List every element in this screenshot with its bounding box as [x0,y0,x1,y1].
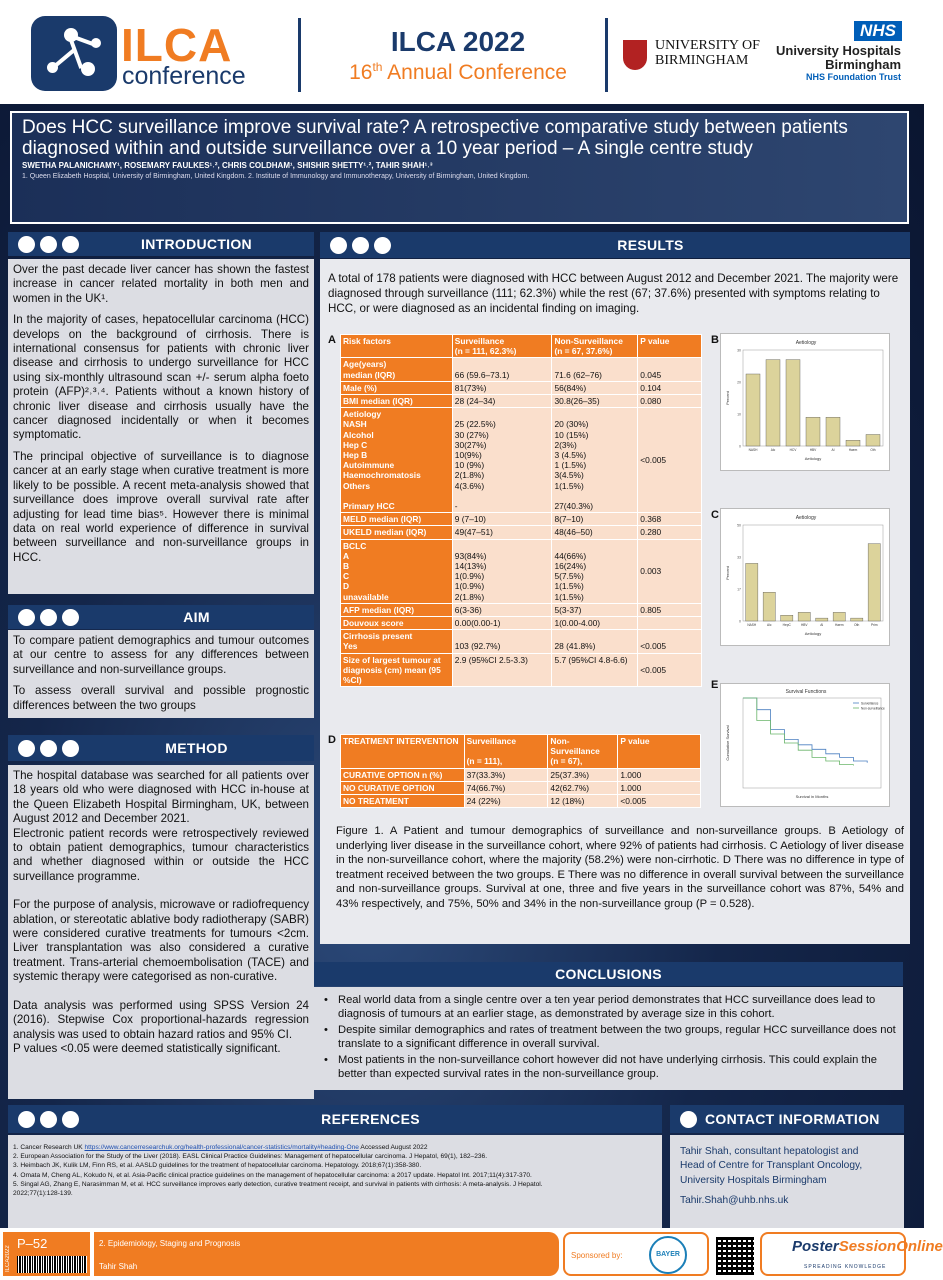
demographics-table-cell: 30.8(26–35) [552,395,638,408]
demographics-table-row [341,513,702,526]
poster-title: Does HCC surveillance improve survival rate? A retrospective comparative study between patients diagnosed within and outside surveillance over a 10 year period – A single centre study [22,117,848,159]
demographics-table-cell: 2.9 (95%CI 2.5-3.3) [452,653,552,687]
university-name-line1: UNIVERSITY OF [655,38,760,53]
y-tick-label: 0 [739,444,741,449]
nhs-trust-line1: University Hospitals [776,43,901,58]
poster-footer [0,1228,943,1280]
x-tick-label: Prim [870,623,878,627]
x-tick-label: Alc [767,623,772,627]
x-tick-label: HBV [800,623,808,627]
demographics-table-cell: <0.005 [638,630,702,653]
chart-title: Aetiology [795,340,817,346]
sponsor-label: Sponsored by: [571,1251,623,1260]
method-paragraph: Electronic patient records were retrospectively reviewed to obtain patient demographics, tumour characteristics and whether diagnosed within or outside the HCC surveillance programme. [13,826,309,883]
x-axis-label: Aetiology [804,631,822,636]
demographics-table-cell: 0.104 [638,381,702,394]
demographics-table-cell: 66 (59.6–73.1) [452,358,552,381]
demographics-table-cell: UKELD median (IQR) [341,526,453,539]
bar [816,618,828,621]
demographics-table-cell: 0.045 [638,358,702,381]
treatment-table-cell: CURATIVE OPTION n (%) [341,768,465,781]
reference-item: 5. Singal AG, Zhang E, Narasimman M, et al. HCC surveillance improves early detection, curative treatment receipt, and survival in patients with cirrhosis: A meta-analysis. J Hepatol. [13,1180,543,1188]
sponsor-box [563,1232,709,1276]
demographics-table-row [341,395,702,408]
figure-label-d: D [328,734,336,746]
x-tick-label: HBV [809,448,817,452]
bar [746,563,758,621]
conclusions-header: CONCLUSIONS [314,962,903,986]
intro-paragraph: The principal objective of surveillance is to diagnose cancer at an early stage when curative treatment is more likely to be possible. A recent meta-analysis showed that surveillance does improve overall survival rate after adjusting for lead time bias⁵. However there is minimal data on real world experience of difference in survival between surveillance and non-surveillance groups in HCC. [13,449,309,564]
reference-item: 4. Omata M, Cheng AL, Kokudo N, et al. Asia-Pacific clinical practice guidelines on the management of hepatocellular carcinoma: a 2017 update. Hepatol Int. 2017;11(4):317-370. [13,1171,532,1179]
poster-topic: 2. Epidemiology, Staging and Prognosis [99,1239,241,1248]
demographics-table-row [341,653,702,687]
introduction-header: INTRODUCTION [8,232,314,256]
y-tick-label: 0 [739,619,741,624]
nhs-trust-line2: Birmingham [825,57,901,72]
treatment-table-header-row [341,735,701,769]
y-tick-label: 10 [737,412,741,417]
x-tick-label: AI [831,448,835,452]
demographics-table-cell: 0.080 [638,395,702,408]
treatment-table-row [341,795,701,808]
references-header: REFERENCES [8,1105,662,1133]
conclusion-item: • Most patients in the non-surveillance cohort however did not have underlying cirrhosis. This could explain the better than expected survival rates in the non-surveillance group. [322,1053,897,1082]
method-paragraph: Data analysis was performed using SPSS Version 24 (2016). Stepwise Cox proportional-hazards regression analysis was used to obtain hazard ratios and 95% CI. [13,998,309,1041]
university-crest-icon [623,40,647,70]
figure-label-c: C [711,509,719,521]
bar [851,618,863,621]
bar [763,592,775,621]
figure-caption: Figure 1. A Patient and tumour demographics of surveillance and non-surveillance groups. B Aetiology of underlying liver disease in the surveillance cohort, where 92% of patients had cirrhosis. C Aetiology of liver disease in the non-surveillance cohort, where the majority (58.2%) were non-cirrhotic. D There was no difference in type of treatment received between the two groups. E There was no difference in overall survival between the surveillance and non-surveillance groups. Survival at one, three and five years in the surveillance cohort was 87%, 54% and 43% respectively, and 75%, 50% and 34% in the non-surveillance group (P = 0.528). [336,825,905,910]
treatment-table-cell: <0.005 [618,795,701,808]
bar [868,544,880,621]
nhs-logo: NHS [854,21,902,41]
university-name-line2: BIRMINGHAM [655,53,749,68]
references-panel [8,1135,662,1228]
method-header: METHOD [8,735,314,761]
demographics-table-cell: 81(73%) [452,381,552,394]
presenter-name: Tahir Shah [99,1262,138,1271]
x-tick-label: Haem [834,623,844,627]
demographics-table-cell: <0.005 [638,653,702,687]
bar [833,612,845,621]
aim-paragraph: To compare patient demographics and tumour outcomes at our centre to assess for any differences between surveillance and non-surveillance groups. [13,634,309,676]
x-tick-label: Oth [854,623,860,627]
results-panel [320,259,910,944]
plot-area [743,698,881,788]
method-paragraph: The hospital database was searched for all patients over 18 years old who were diagnosed with HCC in-house at the Queen Elizabeth Hospital Birmingham, UK, between August 2012 and December 2021. [13,769,309,826]
bar [866,434,880,446]
poster-code-box [3,1232,90,1276]
conference-title: ILCA 2022 [390,26,526,57]
demographics-table-cell: 93(84%) 14(13%) 1(0.9%) 1(0.9%) 2(1.8%) [452,539,552,603]
conclusions-panel [314,987,903,1090]
dots-icon [18,740,79,757]
demographics-table-cell: 44(66%) 16(24%) 5(7.5%) 1(1.5%) 1(1.5%) [552,539,638,603]
bayer-logo: BAYER [649,1236,687,1274]
demographics-table-cell: BCLC A B C D unavailable [341,539,453,603]
bar-chart-svg [721,509,891,647]
treatment-table [340,734,701,808]
bar [826,417,840,446]
x-axis-label: Aetiology [804,456,822,461]
demographics-table-header-cell: Risk factors [341,335,453,358]
demographics-table-row [341,381,702,394]
contact-header: CONTACT INFORMATION [670,1105,904,1133]
treatment-table-header-cell: Surveillance (n = 111), [464,735,548,769]
demographics-table-cell: Aetiology NASH Alcohol Hep C Hep B Autoimmune Haemochromatosis Others Primary HCC [341,408,453,513]
treatment-table-cell: 24 (22%) [464,795,548,808]
demographics-table-row [341,539,702,603]
y-tick-label: 33 [737,555,741,560]
treatment-table-header-cell: Non- Surveillance (n = 67), [548,735,618,769]
treatment-table-cell: 74(66.7%) [464,781,548,794]
treatment-table-cell: 37(33.3%) [464,768,548,781]
chart-title: Survival Functions [785,689,827,695]
demographics-table-cell: 28 (24–34) [452,395,552,408]
treatment-table-row [341,781,701,794]
method-paragraph: For the purpose of analysis, microwave or radiofrequency ablation, or stereotatic ablative body radiotherapy (SABR) were considered curative treatments for tumours <2cm. Liver transplantation was also considered a curative treatment. Trans-arterial chemoembolisation (TACE) and systemic therapy were categorised as non-curative. [13,898,309,984]
demographics-table-header-cell: P value [638,335,702,358]
demographics-table-cell: 48(46–50) [552,526,638,539]
demographics-table-cell: Size of largest tumour at diagnosis (cm) mean (95 %CI) [341,653,453,687]
title-block [10,111,909,224]
results-intro: A total of 178 patients were diagnosed with HCC between August 2012 and December 2021. The majority were diagnosed through surveillance (111; 62.3%) while the rest (67; 37.6%) presented with symptoms relating to HCC, or were diagnosed as an incidental finding on imaging. [328,272,899,315]
treatment-table-wrap [340,734,701,808]
treatment-table-cell: NO TREATMENT [341,795,465,808]
line-chart-svg [721,684,891,808]
intro-paragraph: Over the past decade liver cancer has shown the fastest increase in cancer related mortality in both men and women in the UK¹. [13,263,309,305]
demographics-table-cell: 28 (41.8%) [552,630,638,653]
demographics-table-cell: 5(3-37) [552,603,638,616]
reference-link[interactable]: https://www.cancerresearchuk.org/health-professional/cancer-statistics/mortality#heading-One [84,1144,359,1151]
demographics-table-cell: AFP median (IQR) [341,603,453,616]
x-tick-label: Oth [870,448,876,452]
demographics-table-cell: Male (%) [341,381,453,394]
x-tick-label: Alc [770,448,776,452]
y-tick-label: 20 [737,380,741,385]
demographics-table-cell: 0.280 [638,526,702,539]
demographics-table-cell [638,617,702,630]
treatment-table-row [341,768,701,781]
dots-icon [680,1111,697,1128]
x-tick-label: NASH [747,623,757,627]
demographics-table-row [341,358,702,381]
chart-title: Aetiology [795,515,817,521]
aetiology-nonsurveillance-chart [720,508,890,646]
legend-entry: Non-surveillance [861,706,885,711]
demographics-table-cell: 6(3-36) [452,603,552,616]
x-tick-label: HCV [789,448,797,452]
conclusion-item: • Real world data from a single centre over a ten year period demonstrates that HCC surveillance does lead to diagnosis of tumours at an earlier stage, as demonstrated by average size in this cohort. [322,993,897,1022]
barcode-icon [17,1256,87,1273]
demographics-table-cell: 103 (92.7%) [452,630,552,653]
dots-icon [18,609,79,626]
demographics-table-row [341,526,702,539]
demographics-table-cell: 49(47–51) [452,526,552,539]
demographics-table-cell: <0.005 [638,408,702,513]
ilca-logo-icon [31,16,117,91]
aim-paragraph: To assess overall survival and possible prognostic differences between the two groups [13,684,309,712]
x-tick-label: NASH [748,448,758,452]
reference-item: 2022;77(1):128-139. [13,1190,73,1198]
demographics-table [340,334,702,687]
y-tick-label: 50 [737,523,741,528]
bar [781,615,793,621]
treatment-table-cell: NO CURATIVE OPTION [341,781,465,794]
y-tick-label: 17 [737,587,741,592]
legend-entry: Surveillance [861,701,879,706]
x-axis-label: Survival in Months [795,794,829,799]
demographics-table-cell: Cirrhosis present Yes [341,630,453,653]
treatment-table-cell: 42(62.7%) [548,781,618,794]
header-divider [298,18,301,92]
poster-year: ILCA2022 [5,1245,11,1272]
contact-email[interactable]: Tahir.Shah@uhb.nhs.uk [680,1195,789,1207]
demographics-table-cell: Douvoux score [341,617,453,630]
bar [806,417,820,446]
topic-box [94,1232,559,1276]
introduction-panel [8,259,314,594]
method-paragraph: P values <0.05 were deemed statistically significant. [13,1041,281,1055]
demographics-table-row [341,408,702,513]
contact-line: Tahir Shah, consultant hepatologist and [680,1146,859,1157]
demographics-table-cell: 71.6 (62–76) [552,358,638,381]
ilca-logo-text: ILCA [121,19,233,71]
y-axis-label: Percent [725,566,730,580]
demographics-table-header-cell: Non-Surveillance (n = 67, 37.6%) [552,335,638,358]
contact-line: Head of Centre for Transplant Oncology, [680,1160,863,1172]
treatment-table-header-cell: P value [618,735,701,769]
aim-panel [8,630,314,718]
demographics-table-cell: 25 (22.5%) 30 (27%) 30(27%) 10(9%) 10 (9%) 2(1.8%) 4(3.6%) - [452,408,552,513]
demographics-table-cell: 56(84%) [552,381,638,394]
demographics-table-cell: BMI median (IQR) [341,395,453,408]
results-header: RESULTS [320,232,910,258]
reference-item: 3. Heimbach JK, Kulik LM, Finn RS, et al. AASLD guidelines for the treatment of hepatocellular carcinoma. Hepatology. 2018;67(1):358-380. [13,1162,422,1170]
header-divider [605,18,608,92]
demographics-table-cell: 1(0.00-4.00) [552,617,638,630]
treatment-table-cell: 25(37.3%) [548,768,618,781]
dots-icon [18,236,79,253]
method-panel [8,765,314,1099]
reference-item: 1. Cancer Research UK https://www.cancerresearchuk.org/health-professional/cancer-statistics/mortality#heading-One Accessed August 2022 [13,1144,428,1151]
contact-line: University Hospitals Birmingham [680,1174,827,1186]
demographics-table-header-row [341,335,702,358]
dots-icon [330,237,391,254]
survival-chart [720,683,890,807]
demographics-table-cell: 0.368 [638,513,702,526]
conclusion-item: • Despite similar demographics and rates of treatment between the two groups, regular HCC surveillance does not translate to a significant difference in overall survival. [322,1023,897,1052]
figure-label-e: E [711,679,719,691]
postersessiononline-logo[interactable]: PosterSessionOnline SPREADING KNOWLEDGE [760,1232,906,1276]
demographics-table-cell: 9 (7–10) [452,513,552,526]
demographics-table-header-cell: Surveillance (n = 111, 62.3%) [452,335,552,358]
bar [798,612,810,621]
affiliations: 1. Queen Elizabeth Hospital, University of Birmingham, United Kingdom. 2. Institute of Immunology and Immunotherapy, University of Birmingham, United Kingdom. [22,173,530,180]
treatment-table-header-cell: TREATMENT INTERVENTION [341,735,465,769]
demographics-table-row [341,617,702,630]
figure-label-b: B [711,334,719,346]
poster-header [0,0,924,104]
bar [766,360,780,446]
treatment-table-cell: 12 (18%) [548,795,618,808]
x-tick-label: HepC [782,623,791,627]
demographics-table-row [341,603,702,616]
demographics-table-cell: MELD median (IQR) [341,513,453,526]
nhs-trust-line3: NHS Foundation Trust [806,72,901,82]
dots-icon [18,1111,79,1128]
ilca-logo-subtext: conference [122,62,246,90]
treatment-table-cell: 1.000 [618,781,701,794]
demographics-table-wrap [340,334,702,687]
bar [846,440,860,446]
demographics-table-cell: 0.805 [638,603,702,616]
conference-subtitle: 16th Annual Conference [349,60,567,84]
bar [746,374,760,446]
treatment-table-cell: 1.000 [618,768,701,781]
demographics-table-cell: 0.00(0.00-1) [452,617,552,630]
x-tick-label: Haem [848,448,858,452]
bar-chart-svg [721,334,891,472]
y-tick-label: 30 [737,348,741,353]
bar [786,360,800,446]
x-tick-label: AI [820,623,824,627]
demographics-table-cell: Age(years) median (IQR) [341,358,453,381]
reference-item: 2. European Association for the Study of the Liver (2018). EASL Clinical Practice Guidelines: Management of hepatocellular carcinoma. J Hepatol, 69(1), 182–236. [13,1153,488,1161]
y-axis-label: Cumulative Survival [725,725,730,761]
demographics-table-cell: 20 (30%) 10 (15%) 2(3%) 3 (4.5%) 1 (1.5%) 3(4.5%) 1(1.5%) 27(40.3%) [552,408,638,513]
aetiology-surveillance-chart [720,333,890,471]
demographics-table-cell: 5.7 (95%CI 4.8-6.6) [552,653,638,687]
qr-code-icon[interactable] [716,1237,754,1275]
y-axis-label: Percent [725,391,730,405]
poster-id: P–52 [17,1236,48,1251]
demographics-table-cell: 8(7–10) [552,513,638,526]
author-list: SWETHA PALANICHAMY¹, ROSEMARY FAULKES¹˒², CHRIS COLDHAM¹, SHISHIR SHETTY¹˒², TAHIR SHAH¹˒³ [22,161,433,170]
demographics-table-row [341,630,702,653]
contact-panel [670,1135,904,1228]
demographics-table-cell: 0.003 [638,539,702,603]
intro-paragraph: In the majority of cases, hepatocellular carcinoma (HCC) develops on the background of cirrhosis. There is international consensus for patients with chronic liver disease and cirrhosis to undergo surveillance for HCC using six-monthly ultrasound scan +/- serum alpha foeto protein (AFP)²˒³˒⁴. Patients without a known history of chronic liver disease and cirrhosis usually have the cancer diagnosed incidentally or when it becomes symptomatic. [13,313,309,442]
figure-label-a: A [328,334,336,346]
aim-header: AIM [8,605,314,629]
